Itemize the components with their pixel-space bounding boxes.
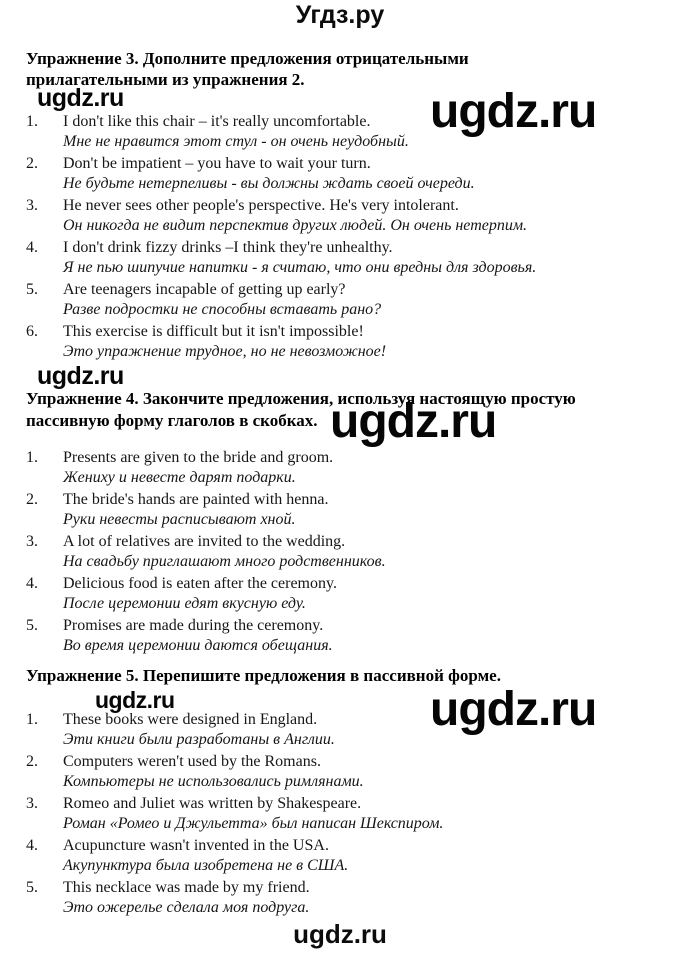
exercise-4-list: [26, 448, 670, 656]
list-item: [26, 322, 670, 362]
sentence-ru: Это ожерелье сделала моя подруга.: [63, 899, 310, 916]
item-number: 6.: [26, 323, 38, 340]
list-item: [26, 836, 670, 876]
watermark-small-3: ugdz.ru: [95, 687, 175, 713]
exercise-title-line2: пассивную форму глаголов в скобках.: [26, 411, 318, 430]
item-number: 2.: [26, 491, 38, 508]
exercise-5-list: [26, 710, 670, 918]
sentence-ru: Жениху и невесте дарят подарки.: [63, 469, 296, 486]
site-header-title: Угдз.ру: [295, 1, 385, 29]
sentence-ru: На свадьбу приглашают много родственников.: [63, 553, 386, 570]
sentence-en: A lot of relatives are invited to the wedding.: [63, 533, 346, 550]
exercise-title-line2: прилагательными из упражнения 2.: [26, 70, 305, 89]
list-item: [26, 532, 670, 572]
list-item: [26, 280, 670, 320]
sentence-ru: Не будьте нетерпеливы - вы должны ждать своей очереди.: [63, 175, 475, 192]
item-number: 3.: [26, 533, 38, 550]
watermark-large-2: ugdz.ru: [330, 395, 497, 448]
sentence-ru: Роман «Ромео и Джульетта» был написан Шекспиром.: [63, 815, 444, 832]
item-number: 2.: [26, 155, 38, 172]
sentence-ru: Мне не нравится этот стул - он очень неудобный.: [63, 133, 409, 150]
sentence-ru: Руки невесты расписывают хной.: [63, 511, 296, 528]
sentence-en: This necklace was made by my friend.: [63, 879, 310, 896]
item-number: 1.: [26, 711, 38, 728]
item-number: 5.: [26, 617, 38, 634]
sentence-en: This exercise is difficult but it isn't impossible!: [63, 323, 364, 340]
sentence-ru: Во время церемонии даются обещания.: [63, 637, 333, 654]
sentence-en: Delicious food is eaten after the ceremony.: [63, 575, 337, 592]
list-item: [26, 196, 670, 236]
item-number: 4.: [26, 837, 38, 854]
sentence-ru: Я не пью шипучие напитки - я считаю, что они вредны для здоровья.: [63, 259, 537, 276]
watermark-large-3: ugdz.ru: [430, 683, 597, 736]
item-number: 1.: [26, 449, 38, 466]
exercise-3-list: [26, 112, 670, 362]
item-number: 5.: [26, 281, 38, 298]
item-number: 1.: [26, 113, 38, 130]
sentence-ru: Разве подростки не способны вставать рано?: [63, 301, 382, 318]
list-item: [26, 238, 670, 278]
list-item: [26, 154, 670, 194]
item-number: 2.: [26, 753, 38, 770]
sentence-en: Computers weren't used by the Romans.: [63, 753, 321, 770]
sentence-ru: После церемонии едят вкусную еду.: [63, 595, 306, 612]
sentence-ru: Акупунктура была изобретена не в США.: [63, 857, 349, 874]
exercise-title-line1: Упражнение 3. Дополните предложения отрицательными: [26, 49, 469, 68]
sentence-ru: Это упражнение трудное, но не невозможное!: [63, 343, 387, 360]
sentence-ru: Эти книги были разработаны в Англии.: [63, 731, 335, 748]
sentence-en: Romeo and Juliet was written by Shakespeare.: [63, 795, 362, 812]
watermark-large-1: ugdz.ru: [430, 85, 597, 138]
sentence-en: Are teenagers incapable of getting up early?: [63, 281, 346, 298]
sentence-ru: Компьютеры не использовались римлянами.: [63, 773, 364, 790]
item-number: 4.: [26, 239, 38, 256]
sentence-en: Presents are given to the bride and groom.: [63, 449, 334, 466]
sentence-en: He never sees other people's perspective. He's very intolerant.: [63, 197, 459, 214]
item-number: 5.: [26, 879, 38, 896]
sentence-en: I don't like this chair – it's really uncomfortable.: [63, 113, 371, 130]
item-number: 3.: [26, 197, 38, 214]
exercise-title-line1: Упражнение 5. Перепишите предложения в пассивной форме.: [26, 666, 501, 685]
sentence-ru: Он никогда не видит перспектив других людей. Он очень нетерпим.: [63, 217, 528, 234]
list-item: [26, 616, 670, 656]
list-item: [26, 878, 670, 918]
list-item: [26, 574, 670, 614]
item-number: 3.: [26, 795, 38, 812]
sentence-en: The bride's hands are painted with henna.: [63, 491, 329, 508]
sentence-en: These books were designed in England.: [63, 711, 318, 728]
sentence-en: Don't be impatient – you have to wait your turn.: [63, 155, 371, 172]
site-footer-watermark: ugdz.ru: [293, 919, 387, 949]
exercise-title-line1: Упражнение 4. Закончите предложения, используя настоящую простую: [26, 389, 576, 408]
list-item: [26, 794, 670, 834]
watermark-small-1: ugdz.ru: [37, 84, 124, 112]
list-item: [26, 448, 670, 488]
sentence-en: Acupuncture wasn't invented in the USA.: [63, 837, 329, 854]
sentence-en: Promises are made during the ceremony.: [63, 617, 324, 634]
watermark-small-2: ugdz.ru: [37, 362, 124, 390]
list-item: [26, 752, 670, 792]
item-number: 4.: [26, 575, 38, 592]
list-item: [26, 490, 670, 530]
sentence-en: I don't drink fizzy drinks –I think they're unhealthy.: [63, 239, 393, 256]
